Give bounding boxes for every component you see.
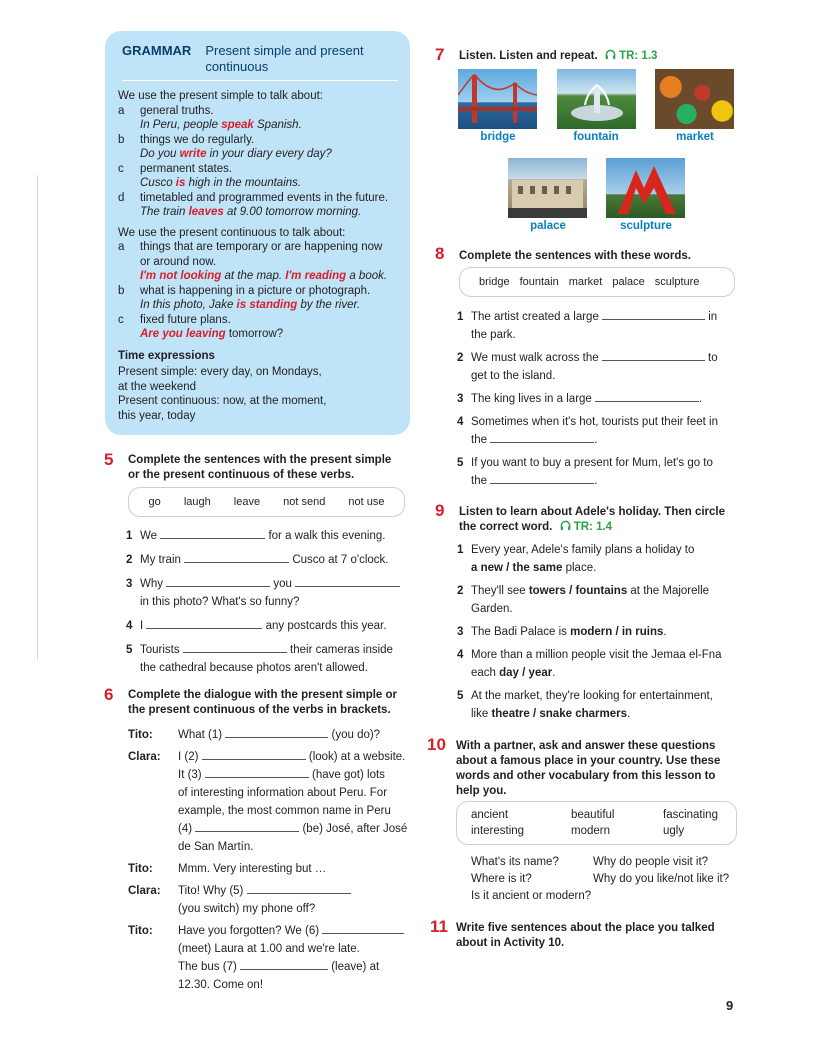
answer-blank[interactable] <box>202 759 306 760</box>
exercise-8-instructions: Complete the sentences with these words. <box>459 250 691 262</box>
item-number: 1 <box>126 530 133 542</box>
line-text: (leave) at <box>331 961 380 973</box>
time-line: this year, today <box>118 409 196 422</box>
answer-blank[interactable] <box>160 538 265 539</box>
list-item <box>457 413 747 449</box>
answer-blank[interactable] <box>247 893 351 894</box>
list-item <box>457 623 747 641</box>
instruction-line: about in Activity 10. <box>456 937 565 949</box>
choice-option[interactable]: theatre / snake charmers <box>491 708 627 720</box>
line-text: de San Martín. <box>178 841 254 853</box>
item-text: Cusco at 7 o'clock. <box>292 554 389 566</box>
rule-text: fixed future plans. <box>140 313 231 326</box>
item-number: 2 <box>457 352 464 364</box>
list-item <box>457 454 747 490</box>
letter: d <box>118 191 125 204</box>
list-item <box>457 582 747 618</box>
example: Do you <box>140 148 180 160</box>
example: In Peru, people <box>140 119 222 131</box>
item-number: 5 <box>126 644 133 656</box>
line-text: example, the most common name in Peru <box>178 805 391 817</box>
list-item <box>457 687 747 723</box>
exercise-8-word-box <box>459 267 735 297</box>
exercise-7-instructions <box>459 49 759 64</box>
rule-text: what is happening in a picture or photograph. <box>140 284 371 297</box>
question: Why do people visit it? <box>593 856 709 868</box>
track-number: TR: 1.4 <box>573 521 613 533</box>
answer-blank[interactable] <box>225 737 328 738</box>
letter: b <box>118 284 125 297</box>
answer-blank[interactable] <box>602 360 705 361</box>
bridge-photo <box>458 69 537 129</box>
item-text: the cathedral because photos aren't allowed. <box>140 662 368 674</box>
instruction-line: Listen to learn about Adele's holiday. Then circle <box>459 506 726 518</box>
item-text: the <box>471 434 487 446</box>
word: modern <box>571 825 610 837</box>
item-text: Garden. <box>471 603 513 615</box>
page-number: 9 <box>726 998 734 1013</box>
line-text: of interesting information about Peru. For <box>178 787 388 799</box>
instruction-line: Complete the dialogue with the present simple or <box>128 689 398 701</box>
cont-intro: We use the present continuous to talk about: <box>118 226 346 239</box>
caption-fountain: fountain <box>573 131 619 143</box>
item-text: They'll see <box>471 585 529 597</box>
letter: a <box>118 104 125 117</box>
time-line: at the weekend <box>118 380 197 393</box>
caption-market: market <box>676 131 714 143</box>
word: ugly <box>663 825 685 837</box>
instruction-line: the present continuous of the verbs in brackets. <box>128 704 391 716</box>
rule-text: or around now. <box>140 255 217 268</box>
rule-text: general truths. <box>140 104 214 117</box>
speaker: Clara: <box>128 751 161 763</box>
dialogue-line <box>128 748 418 856</box>
line-text: It (3) <box>178 769 202 781</box>
answer-blank[interactable] <box>205 777 309 778</box>
example: Spanish. <box>253 119 302 131</box>
caption-palace: palace <box>530 220 566 232</box>
grammar-box <box>105 31 410 435</box>
instruction-line: about a famous place in your country. Use these <box>456 755 721 767</box>
speaker: Tito: <box>128 729 153 741</box>
line-text: (4) <box>178 823 193 835</box>
simple-intro: We use the present simple to talk about: <box>118 90 323 102</box>
item-text: Why <box>140 578 163 590</box>
answer-blank[interactable] <box>595 401 699 402</box>
exercise-number: 5 <box>104 450 114 469</box>
margin-rule <box>37 175 38 660</box>
line-text: Tito! Why (5) <box>178 885 244 897</box>
exercise-10-word-box <box>456 801 737 845</box>
choice-option[interactable]: day / year <box>499 667 553 679</box>
item-text: More than a million people visit the Jemaa el-Fna <box>471 649 722 661</box>
item-text: We must walk across the <box>471 352 599 364</box>
word: leave <box>233 496 261 508</box>
instruction-line: the correct word. <box>459 521 553 533</box>
dialogue-line <box>128 922 418 994</box>
item-text: My train <box>140 554 181 566</box>
line-text: (you do)? <box>331 729 381 741</box>
rule-text: things we do regularly. <box>140 133 255 146</box>
item-number: 2 <box>126 554 133 566</box>
item-number: 1 <box>457 544 464 556</box>
item-text: you <box>273 578 292 590</box>
answer-blank[interactable] <box>490 442 594 443</box>
item-text: . <box>594 434 598 446</box>
item-text: The king lives in a large <box>471 393 592 405</box>
word: palace <box>612 276 645 288</box>
caption-bridge: bridge <box>480 131 516 143</box>
answer-blank[interactable] <box>184 562 289 563</box>
exercise-9-items <box>457 541 747 723</box>
example: The train <box>140 206 189 218</box>
example: at the map. <box>221 270 286 282</box>
line-text: (you switch) my phone off? <box>178 903 316 915</box>
exercise-number: 7 <box>435 45 445 64</box>
item-text: . <box>594 475 598 487</box>
example: In this photo, Jake <box>140 299 237 311</box>
question: Is it ancient or modern? <box>471 890 592 902</box>
line-text: (meet) Laura at 1.00 and we're late. <box>178 943 360 955</box>
item-text: The artist created a large <box>471 311 599 323</box>
item-text: any postcards this year. <box>265 620 387 632</box>
headphones-icon[interactable] <box>560 520 571 531</box>
grammar-label: GRAMMAR <box>122 43 192 58</box>
exercise-6-instructions <box>128 688 418 718</box>
highlight: I'm not looking <box>140 270 222 282</box>
answer-blank[interactable] <box>166 586 270 587</box>
list-item <box>457 646 747 682</box>
time-expressions <box>118 349 398 424</box>
instruction-line: or the present continuous of these verbs. <box>128 469 355 481</box>
line-text: Have you forgotten? We (6) <box>178 925 320 937</box>
item-number: 1 <box>457 311 464 323</box>
answer-blank[interactable] <box>240 969 328 970</box>
dialogue-line <box>128 860 418 878</box>
word: not use <box>348 496 385 508</box>
item-text: each <box>471 667 500 679</box>
item-text: The Badi Palace is <box>471 626 571 638</box>
highlight: is standing <box>236 299 298 311</box>
item-text: like <box>471 708 492 720</box>
line-text: (have got) lots <box>312 769 385 781</box>
grammar-continuous <box>118 226 398 342</box>
item-text: I <box>140 620 144 632</box>
line-text: What (1) <box>178 729 223 741</box>
exercise-9-instructions <box>459 505 759 535</box>
word: interesting <box>471 825 525 837</box>
list-item <box>457 541 747 577</box>
list-item <box>457 308 747 344</box>
answer-blank[interactable] <box>146 628 262 629</box>
rule-text: things that are temporary or are happening now <box>140 241 383 253</box>
fountain-photo <box>557 69 636 129</box>
word: bridge <box>479 276 510 288</box>
line-text: (look) at a website. <box>308 751 406 763</box>
example: tomorrow? <box>225 328 284 340</box>
instruction-line: With a partner, ask and answer these questions <box>456 740 716 752</box>
sculpture-icon <box>606 158 685 218</box>
word: market <box>568 276 603 288</box>
exercise-8-items <box>457 308 747 490</box>
answer-blank[interactable] <box>195 831 299 832</box>
time-line: Present continuous: now, at the moment, <box>118 395 327 407</box>
item-text: . <box>699 393 703 405</box>
speaker: Tito: <box>128 925 153 937</box>
grammar-title: Present simple and present continuous <box>205 43 364 74</box>
exercise-number: 6 <box>104 685 114 704</box>
item-text: in <box>708 311 718 323</box>
list-item <box>126 641 416 677</box>
letter: c <box>118 313 124 326</box>
choice-option[interactable]: modern / in ruins <box>570 626 664 638</box>
highlight: leaves <box>188 206 224 218</box>
word: beautiful <box>571 809 615 821</box>
item-number: 3 <box>457 626 464 638</box>
letter: c <box>118 162 124 175</box>
item-text: the park. <box>471 329 516 341</box>
example: Cusco <box>140 177 176 189</box>
word: not send <box>283 496 326 508</box>
time-line: Present simple: every day, on Mondays, <box>118 366 322 378</box>
speaker: Tito: <box>128 863 153 875</box>
item-number: 4 <box>457 416 464 428</box>
list-item <box>126 551 416 569</box>
item-number: 3 <box>126 578 133 590</box>
example: at 9.00 tomorrow morning. <box>223 206 362 218</box>
item-text: the <box>471 475 487 487</box>
exercise-10-instructions <box>456 739 756 799</box>
example: in your diary every day? <box>206 148 332 160</box>
item-text: in this photo? What's so funny? <box>140 596 300 608</box>
item-text: to <box>708 352 718 364</box>
track-number: TR: 1.3 <box>619 50 658 62</box>
item-number: 5 <box>457 690 464 702</box>
instruction-line: words and other vocabulary from this lesson to <box>456 770 716 782</box>
list-item <box>126 527 416 545</box>
answer-blank[interactable] <box>602 319 705 320</box>
rule-text: timetabled and programmed events in the future. <box>140 191 389 204</box>
item-text: for a walk this evening. <box>268 530 386 542</box>
rule-text: permanent states. <box>140 162 233 175</box>
choice-option[interactable]: a new / the same <box>471 562 563 574</box>
bridge-icon <box>458 69 537 129</box>
item-text: at the Majorelle <box>627 585 710 597</box>
answer-blank[interactable] <box>295 586 400 587</box>
exercise-number: 10 <box>427 735 446 754</box>
highlight: write <box>179 148 207 160</box>
item-number: 4 <box>126 620 133 632</box>
exercise-5-items <box>126 527 416 677</box>
answer-blank[interactable] <box>322 933 404 934</box>
line-text: Mmm. Very interesting but … <box>178 863 327 875</box>
instruction-line: Write five sentences about the place you talked <box>456 922 715 934</box>
word: sculpture <box>654 276 700 288</box>
exercise-5-word-box <box>128 487 405 517</box>
exercise-10-questions <box>471 855 751 903</box>
exercise-11-instructions <box>456 921 756 951</box>
item-text: get to the island. <box>471 370 556 382</box>
highlight: I'm reading <box>285 270 347 282</box>
exercise-5-instructions <box>128 453 418 483</box>
line-text: The bus (7) <box>178 961 237 973</box>
choice-option[interactable]: towers / fountains <box>528 585 628 597</box>
word: fascinating <box>663 809 718 821</box>
letter: a <box>118 241 125 253</box>
example: by the river. <box>297 299 361 311</box>
line-text: 12.30. Come on! <box>178 979 264 991</box>
market-photo <box>655 69 734 129</box>
item-text: Sometimes when it's hot, tourists put their feet in <box>471 416 719 428</box>
exercise-6-dialogue <box>128 726 418 994</box>
item-text: place. <box>562 562 597 574</box>
exercise-number: 8 <box>435 244 445 263</box>
list-item <box>457 390 747 408</box>
item-text: . <box>552 667 556 679</box>
highlight: is <box>175 177 186 189</box>
item-text: their cameras inside <box>290 644 393 656</box>
highlight: speak <box>221 119 254 131</box>
list-item <box>126 575 416 611</box>
dialogue-line <box>128 726 418 744</box>
word: laugh <box>183 496 211 508</box>
question: What's its name? <box>471 856 559 868</box>
answer-blank[interactable] <box>183 652 287 653</box>
grammar-simple <box>118 89 398 220</box>
instruction-line: Complete the sentences with the present simple <box>128 454 392 466</box>
item-text: If you want to buy a present for Mum, let's go to <box>471 457 713 469</box>
word: go <box>148 496 161 508</box>
word: ancient <box>471 809 509 821</box>
dialogue-line <box>128 882 418 918</box>
item-number: 2 <box>457 585 464 597</box>
instruction-line: help you. <box>456 785 507 797</box>
item-text: . <box>663 626 667 638</box>
item-text: At the market, they're looking for entertainment, <box>471 690 713 702</box>
item-text: We <box>140 530 158 542</box>
item-text: Tourists <box>140 644 180 656</box>
line-text: I (2) <box>178 751 199 763</box>
exercise-number: 11 <box>430 917 448 936</box>
caption-sculpture: sculpture <box>620 220 672 232</box>
line-text: (be) José, after José <box>302 823 408 835</box>
exercise-number: 9 <box>435 501 445 520</box>
item-number: 3 <box>457 393 464 405</box>
sculpture-photo <box>606 158 685 218</box>
word: fountain <box>519 276 559 288</box>
item-number: 4 <box>457 649 464 661</box>
question: Why do you like/not like it? <box>593 873 730 885</box>
answer-blank[interactable] <box>490 483 594 484</box>
letter: b <box>118 133 125 146</box>
instruction-line: Listen. Listen and repeat. <box>459 50 598 62</box>
time-heading: Time expressions <box>118 349 215 362</box>
headphones-icon[interactable] <box>605 49 616 60</box>
example: high in the mountains. <box>185 177 302 189</box>
highlight: Are you leaving <box>140 328 226 340</box>
example: a book. <box>346 270 388 282</box>
palace-photo <box>508 158 587 218</box>
item-text: . <box>626 708 631 720</box>
item-number: 5 <box>457 457 464 469</box>
fountain-icon <box>557 69 636 129</box>
list-item <box>126 617 416 635</box>
item-text: Every year, Adele's family plans a holiday to <box>471 544 695 556</box>
palace-icon <box>508 158 587 218</box>
speaker: Clara: <box>128 885 161 897</box>
question: Where is it? <box>471 873 532 885</box>
list-item <box>457 349 747 385</box>
